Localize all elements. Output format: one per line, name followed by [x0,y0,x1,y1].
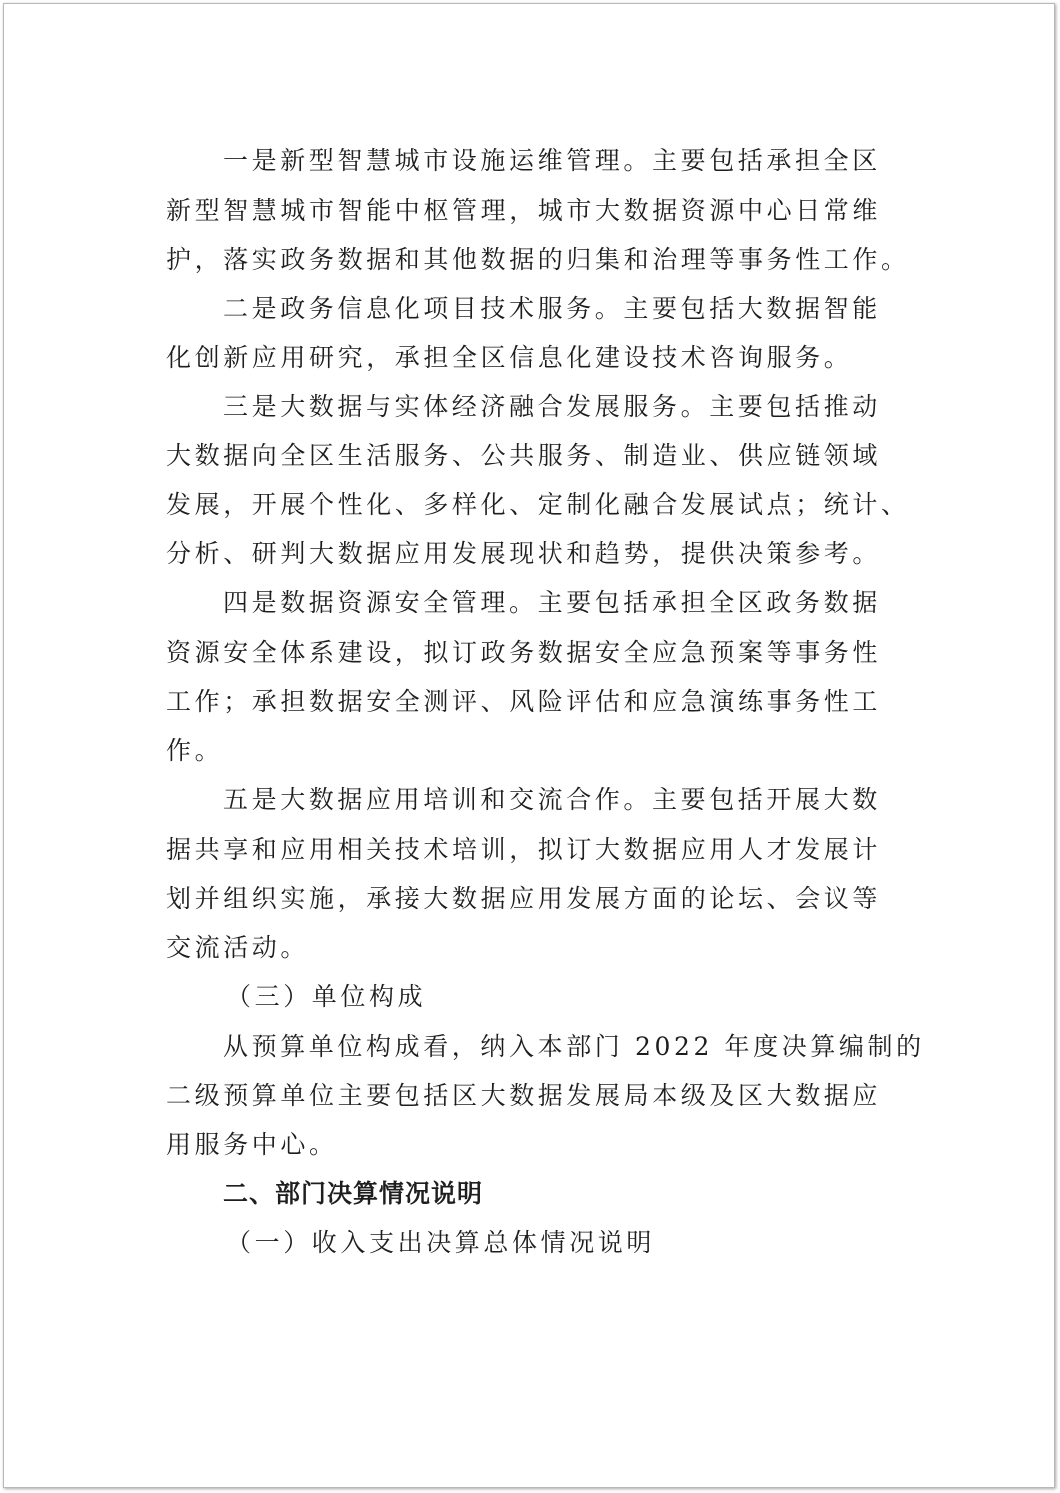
paragraph-line: 工作；承担数据安全测评、风险评估和应急演练事务性工 [166,687,882,716]
paragraph-line: 化创新应用研究，承担全区信息化建设技术咨询服务。 [166,343,853,372]
paragraph-line: 交流活动。 [166,933,310,962]
paragraph-line: 划并组织实施，承接大数据应用发展方面的论坛、会议等 [166,884,882,913]
paragraph-line: 三是大数据与实体经济融合发展服务。主要包括推动 [223,392,881,421]
paragraph-line: 从预算单位构成看，纳入本部门 2022 年度决算编制的 [223,1032,925,1061]
paragraph-line: 分析、研判大数据应用发展现状和趋势，提供决策参考。 [166,539,882,568]
paragraph-line: 四是数据资源安全管理。主要包括承担全区政务数据 [223,588,881,617]
paragraph-line: 资源安全体系建设，拟订政务数据安全应急预案等事务性 [166,638,882,667]
paragraph-line: 发展，开展个性化、多样化、定制化融合发展试点；统计、 [166,490,910,519]
paragraph-line: 二是政务信息化项目技术服务。主要包括大数据智能 [223,294,881,323]
paragraph-line: 一是新型智慧城市设施运维管理。主要包括承担全区 [223,146,881,175]
section-heading-unit-composition: （三）单位构成 [226,982,427,1011]
paragraph-line: 二级预算单位主要包括区大数据发展局本级及区大数据应 [166,1081,882,1110]
paragraph-line: 护，落实政务数据和其他数据的归集和治理等事务性工作。 [166,245,910,274]
paragraph-line: 据共享和应用相关技术培训，拟订大数据应用人才发展计 [166,835,882,864]
section-heading-overview: （一）收入支出决算总体情况说明 [226,1228,656,1257]
paragraph-line: 五是大数据应用培训和交流合作。主要包括开展大数 [223,785,881,814]
paragraph-line: 新型智慧城市智能中枢管理，城市大数据资源中心日常维 [166,196,882,225]
chapter-heading: 二、部门决算情况说明 [223,1179,484,1208]
paragraph-line: 用服务中心。 [166,1130,338,1159]
paragraph-line: 作。 [166,736,224,765]
paragraph-line: 大数据向全区生活服务、公共服务、制造业、供应链领域 [166,441,882,470]
